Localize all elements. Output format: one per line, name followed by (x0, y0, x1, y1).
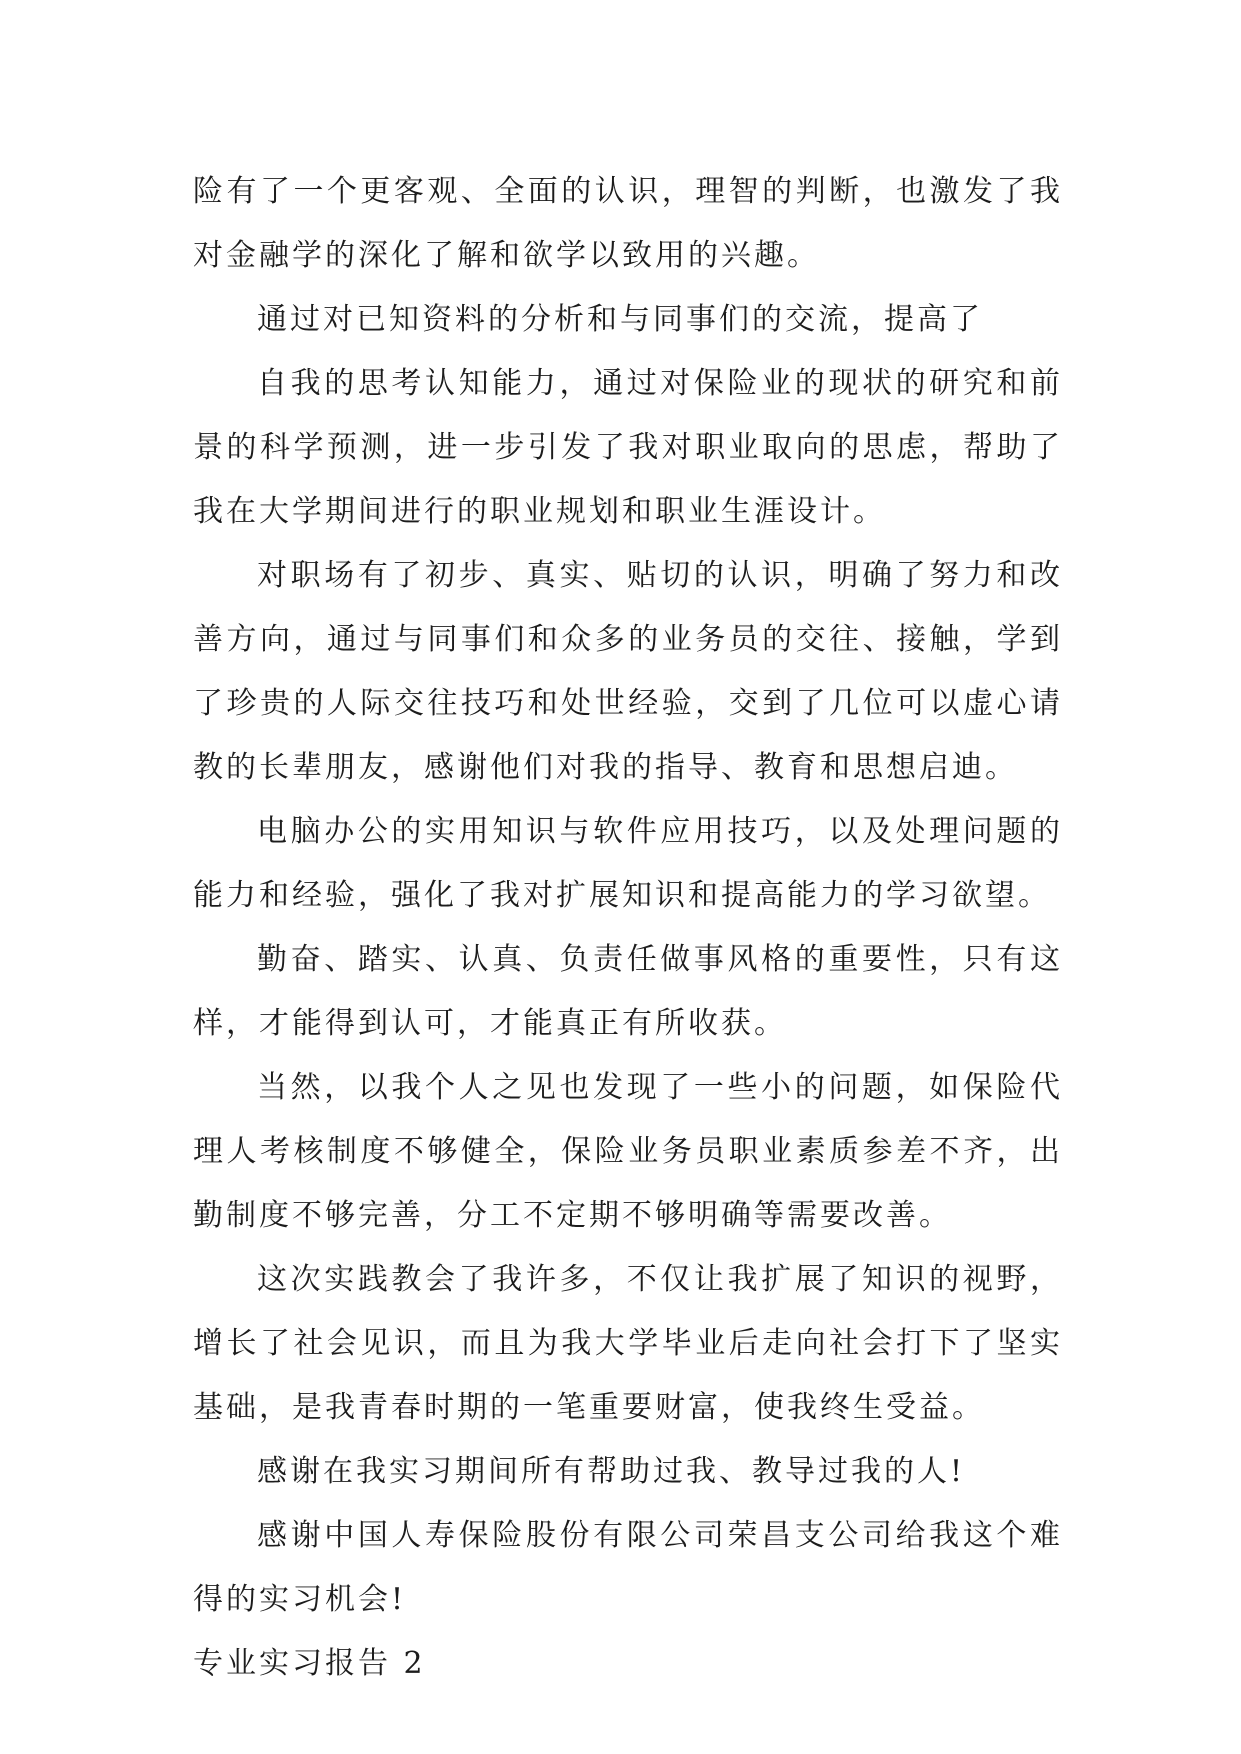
paragraph-7: 当然，以我个人之见也发现了一些小的问题，如保险代理人考核制度不够健全，保险业务员职业素质参差不齐，出勤制度不够完善，分工不定期不够明确等需要改善。 (193, 1070, 1063, 1233)
paragraph-9: 感谢在我实习期间所有帮助过我、教导过我的人! (257, 1454, 966, 1489)
section-heading: 专业实习报告 2 (193, 1646, 426, 1681)
document-body (193, 160, 1063, 1696)
paragraph-5: 电脑办公的实用知识与软件应用技巧，以及处理问题的能力和经验，强化了我对扩展知识和提高能力的学习欲望。 (193, 814, 1063, 913)
paragraph-10: 感谢中国人寿保险股份有限公司荣昌支公司给我这个难得的实习机会! (193, 1518, 1063, 1617)
paragraph-2: 通过对已知资料的分析和与同事们的交流，提高了 (257, 302, 983, 337)
paragraph-1: 险有了一个更客观、全面的认识，理智的判断，也激发了我对金融学的深化了解和欲学以致用的兴趣。 (193, 174, 1063, 273)
paragraph-3: 自我的思考认知能力，通过对保险业的现状的研究和前景的科学预测，进一步引发了我对职业取向的思虑，帮助了我在大学期间进行的职业规划和职业生涯设计。 (193, 366, 1063, 529)
paragraph-4: 对职场有了初步、真实、贴切的认识，明确了努力和改善方向，通过与同事们和众多的业务员的交往、接触，学到了珍贵的人际交往技巧和处世经验，交到了几位可以虚心请教的长辈朋友，感谢他们对我的指导、教育和思想启迪。 (193, 558, 1063, 785)
paragraph-6: 勤奋、踏实、认真、负责任做事风格的重要性，只有这样，才能得到认可，才能真正有所收获。 (193, 942, 1063, 1041)
paragraph-8: 这次实践教会了我许多，不仅让我扩展了知识的视野，增长了社会见识，而且为我大学毕业后走向社会打下了坚实基础，是我青春时期的一笔重要财富，使我终生受益。 (193, 1262, 1063, 1425)
